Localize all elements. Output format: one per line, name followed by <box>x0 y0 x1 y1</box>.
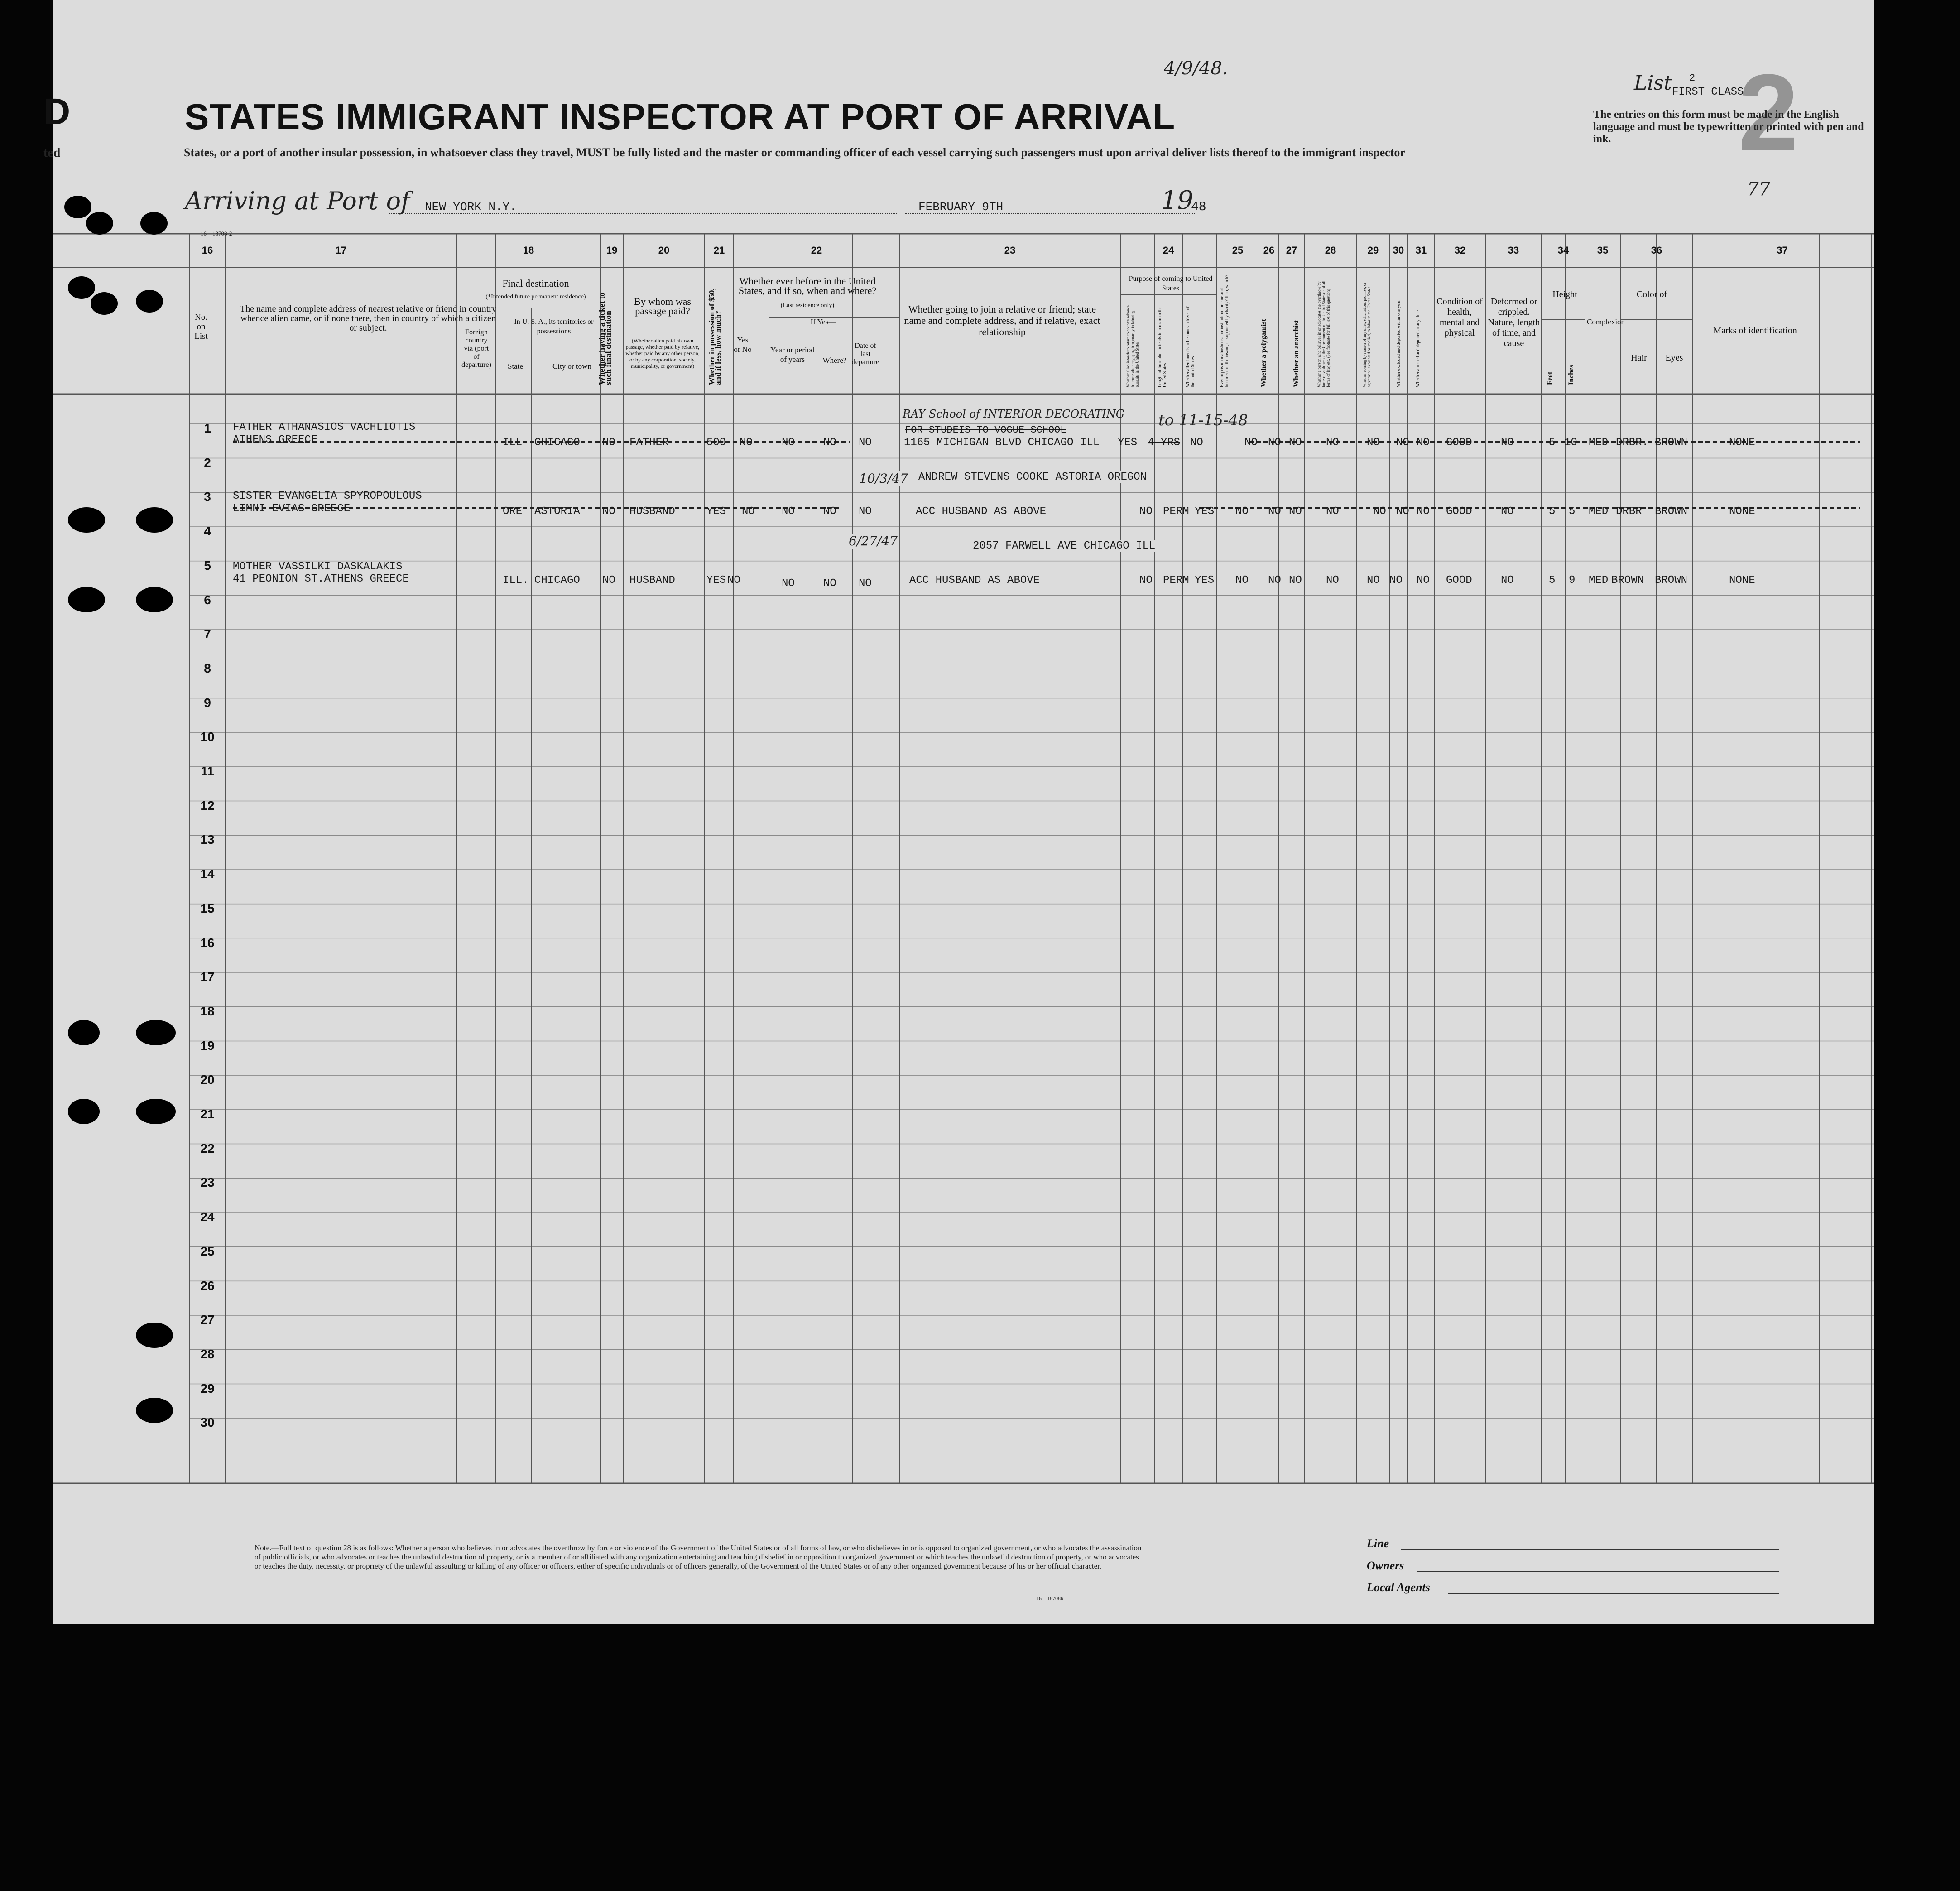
header-eyes: Eyes <box>1665 353 1683 363</box>
row1-feet: 5 <box>1549 437 1556 449</box>
header-color-of: Color of— <box>1636 289 1677 299</box>
row5-join: ACC HUSBAND AS ABOVE <box>909 574 1040 587</box>
header-if-yes: If Yes— <box>810 318 836 326</box>
header-health: Condition of health, mental and physical <box>1436 297 1483 338</box>
column-number: 35 <box>1597 245 1609 256</box>
edge-fragment-text: ted <box>43 146 61 160</box>
column-number: 32 <box>1454 245 1466 256</box>
row1-date-dep: NO <box>859 437 872 449</box>
binder-hole <box>136 1398 173 1423</box>
row3-feet: 5 <box>1549 505 1556 518</box>
row1-relative-line1: FATHER ATHANASIOS VACHLIOTIS <box>233 421 416 433</box>
row3-year: NO <box>782 505 795 518</box>
row-number: 6 <box>204 592 211 607</box>
row5-eyes: BROWN <box>1655 574 1688 587</box>
header-join-relative: Whether going to join a relative or friend; state name and complete address, and if relative, exact relationship <box>904 303 1100 337</box>
header-city: City or town <box>552 362 591 371</box>
column-number: 27 <box>1286 245 1297 256</box>
row-number: 21 <box>200 1107 215 1121</box>
row2-join: ANDREW STEVENS COOKE ASTORIA OREGON <box>916 471 1149 483</box>
row-number: 28 <box>200 1347 215 1361</box>
header-purpose-a: Whether alien intends to return to country whence he came after engaging temporarily in laboring pursuits in the United States <box>1126 305 1139 387</box>
header-final-destination-note: (*Intended future permanent residence) <box>485 294 586 300</box>
owners-label: Owners <box>1367 1559 1404 1572</box>
row1-eyes: BROWN <box>1655 437 1688 449</box>
year-suffix: 48 <box>1191 200 1206 214</box>
header-ever-before-note: (Last residence only) <box>780 302 835 309</box>
hand-date-row2: 10/3/47 <box>857 471 910 486</box>
row1-relative-line2: ATHENS GREECE <box>233 434 318 446</box>
row3-prison: NO <box>1235 505 1249 518</box>
column-number: 26 <box>1263 245 1275 256</box>
arriving-label: Arriving at Port of <box>185 187 410 215</box>
row5-q31: NO <box>1417 574 1430 587</box>
row1-q31: NO <box>1417 437 1430 449</box>
row-number: 29 <box>200 1381 215 1395</box>
manifest-sheet <box>43 0 1874 1624</box>
row-number: 4 <box>204 524 211 539</box>
row-number: 16 <box>200 935 215 950</box>
row5-q28: NO <box>1326 574 1339 587</box>
row5-state: ILL. <box>503 574 529 587</box>
row1-citizen: NO <box>1190 437 1203 449</box>
row3-date-dep: NO <box>859 505 872 518</box>
local-agents-field <box>1448 1593 1779 1594</box>
row1-city: CHICAGO <box>534 437 580 449</box>
row5-citizen: YES <box>1195 574 1215 587</box>
line-field <box>1401 1549 1779 1550</box>
row-number: 12 <box>200 798 215 813</box>
row3-citizen: YES <box>1195 505 1215 518</box>
header-q30: Whether excluded and deported within one year <box>1396 300 1401 387</box>
row-number: 15 <box>200 901 215 915</box>
row-number: 24 <box>200 1210 215 1224</box>
row5-polygamist: NO <box>1268 574 1281 587</box>
header-state: State <box>508 362 523 371</box>
row5-relative-line1: MOTHER VASSILKI DASKALAKIS <box>233 561 403 573</box>
row3-city: ASTORIA <box>534 505 580 518</box>
page-number-hand: 77 <box>1747 179 1770 200</box>
header-purpose-b: Length of time alien intends to remain in the United States <box>1158 306 1167 387</box>
row5-yes-no: NO <box>727 574 740 587</box>
row1-where: NO <box>823 437 836 449</box>
binder-hole <box>68 1020 100 1045</box>
hand-date-row1: to 11-15-48 <box>1158 411 1248 429</box>
column-number: 23 <box>1004 245 1016 256</box>
row5-deformed: NO <box>1501 574 1514 587</box>
form-subtitle: States, or a port of another insular possession, in whatsoever class they travel, MUST be fully listed and the master or commanding officer of each vessel carrying such passengers must upon arrival deliver lists thereof to the immigrant inspector <box>184 146 1405 159</box>
list-number: 2 <box>1689 72 1696 84</box>
row1-marks: NONE <box>1729 437 1755 449</box>
row-number: 26 <box>200 1278 215 1293</box>
list-label: List <box>1634 72 1672 95</box>
edge-fragment-letter: D <box>43 91 71 132</box>
row1-q30: NO <box>1396 437 1409 449</box>
row5-hair: BROWN <box>1611 574 1644 587</box>
passenger-class: FIRST CLASS <box>1672 86 1744 98</box>
row3-eyes: BROWN <box>1655 505 1688 518</box>
row5-inches: 9 <box>1569 574 1576 587</box>
binder-hole <box>68 507 105 533</box>
year-prefix: 19 <box>1161 186 1194 215</box>
binder-hole <box>136 1323 173 1348</box>
handwritten-date: 4/9/48. <box>1164 58 1228 79</box>
row1-q28: NO <box>1326 437 1339 449</box>
column-number: 18 <box>523 245 534 256</box>
header-inches: Inches <box>1567 365 1575 385</box>
row-number: 3 <box>204 490 211 504</box>
row-number: 1 <box>204 421 211 435</box>
header-hair: Hair <box>1631 353 1647 363</box>
row1-q29: NO <box>1367 437 1380 449</box>
row3-q30: NO <box>1396 505 1409 518</box>
row5-money: YES <box>706 574 726 587</box>
row3-deformed: NO <box>1501 505 1514 518</box>
row-number: 20 <box>200 1073 215 1087</box>
row1-state: ILL <box>503 437 523 449</box>
column-number: 34 <box>1557 245 1569 256</box>
row-number: 2 <box>204 455 211 470</box>
row-number: 17 <box>200 970 215 984</box>
form-grid <box>53 0 1874 1624</box>
row5-date-dep: NO <box>859 577 872 590</box>
row5-marks: NONE <box>1729 574 1755 587</box>
row1-deformed: NO <box>1501 437 1514 449</box>
header-prison: Ever in prison or almshouse, or institution for care and treatment of the insane, or supported by charity? If so, which? <box>1220 274 1230 387</box>
header-year-period: Year or period of years <box>770 346 815 364</box>
footnote-q28: Note.—Full text of question 28 is as follows: Whether a person who believes in or advocates the overthrow by force or violence of the Government of the United States or of all forms of law, or who disbelieves in or is opposed to organized government, or who advocates the assassination of public officials, or who advocates or teaches the unlawful destruction of property, or is a member of or affiliated with any organization entertaining and teaching disbelief in or opposition to organized government or which teaches the unlawful destruction of property, or who advocates or teaches the duty, necessity, or propriety of the unlawful assaulting or killing of any officer or officers, either of specific individuals or of officers generally, of the Government of the United States or of any other organized government because of his or her official character. <box>255 1544 1142 1570</box>
struck-annotation: FOR STUDEIS TO VOGUE SCHOOL <box>905 424 1066 436</box>
row-number: 18 <box>200 1004 215 1018</box>
header-no-on-list: No. on List <box>194 313 208 341</box>
row3-yes-no: NO <box>742 505 755 518</box>
header-marks: Marks of identification <box>1713 326 1797 336</box>
row-number: 25 <box>200 1244 215 1258</box>
column-number: 19 <box>606 245 618 256</box>
row1-length: 4 YRS <box>1148 437 1181 449</box>
form-number-top: 16—18708-2 <box>201 230 232 237</box>
binder-hole <box>64 196 91 218</box>
header-q29: Whether coming by reason of any offer, solicitation, promise, or agreement, expressed or implied, to labor in the United States <box>1362 282 1371 387</box>
binder-hole <box>136 1099 176 1124</box>
row-number: 7 <box>204 627 211 641</box>
row-number: 9 <box>204 695 211 710</box>
header-height: Height <box>1552 289 1577 299</box>
header-ticket: Whether having a ticket to such final destination <box>597 292 613 385</box>
row5-return: NO <box>1139 574 1153 587</box>
row1-polygamist: NO <box>1268 437 1281 449</box>
header-yes-or-no: Yes or No <box>734 336 752 354</box>
row1-yes-no: NO <box>740 437 753 449</box>
header-feet: Feet <box>1546 371 1554 385</box>
arrival-date: FEBRUARY 9TH <box>918 200 1004 214</box>
binder-hole <box>140 212 168 235</box>
header-in-usa: In U. S. A., its territories or possessions <box>514 318 594 335</box>
row5-feet: 5 <box>1549 574 1556 587</box>
binder-hole <box>91 292 118 315</box>
header-foreign-country: Foreign country via (port of departure) <box>461 328 491 369</box>
row1-return: YES <box>1118 437 1138 449</box>
row1-paid-by: FATHER <box>629 437 669 449</box>
column-number: 24 <box>1163 245 1174 256</box>
row5-paid-by: HUSBAND <box>629 574 675 587</box>
column-number: 22 <box>811 245 822 256</box>
binder-hole <box>86 212 113 235</box>
column-number: 25 <box>1232 245 1244 256</box>
header-complexion: Complexion <box>1587 318 1625 326</box>
row1-money: 500 <box>706 437 726 449</box>
row3-health: GOOD <box>1446 505 1472 518</box>
school-annotation: RAY School of INTERIOR DECORATING <box>903 408 1124 420</box>
row3-length: PERM <box>1163 505 1189 518</box>
row3-where: NO <box>823 505 836 518</box>
row3-return: NO <box>1139 505 1153 518</box>
row1-prison: NO <box>1244 437 1258 449</box>
row5-q30: NO <box>1389 574 1403 587</box>
row5-where: NO <box>823 577 836 590</box>
local-agents-label: Local Agents <box>1367 1581 1430 1594</box>
form-instructions: The entries on this form must be made in the English language and must be typewritten or printed with pen and ink. <box>1593 109 1864 145</box>
port-value: NEW-YORK N.Y. <box>425 200 517 214</box>
row5-complexion: MED <box>1589 574 1609 587</box>
column-number: 36 <box>1651 245 1662 256</box>
row3-inches: 5 <box>1569 505 1576 518</box>
header-deformed: Deformed or crippled. Nature, length of time, and cause <box>1488 297 1540 348</box>
row5-prison: NO <box>1235 574 1249 587</box>
row-number: 23 <box>200 1175 215 1190</box>
header-where: Where? <box>822 356 847 365</box>
header-passage-paid-note: (Whether alien paid his own passage, whether paid by relative, whether paid by any other person, or by any corporation, society, municipality, or government) <box>625 337 700 369</box>
column-number: 31 <box>1415 245 1427 256</box>
row-number: 30 <box>200 1415 215 1430</box>
column-number: 30 <box>1393 245 1404 256</box>
row5-anarchist: NO <box>1289 574 1302 587</box>
footer-form-code: 16—18708b <box>1036 1595 1063 1602</box>
binder-hole <box>136 290 163 313</box>
row1-ticket: NO <box>602 437 615 449</box>
row-number: 5 <box>204 558 211 573</box>
row1-hair: DRBR. <box>1616 437 1649 449</box>
header-q28: Whether a person who believes in or advocates the overthrow by force or violence of the Government of the United States or of all forms of law, etc. (See footnote for full text of this question) <box>1317 280 1331 387</box>
header-date-last-departure: Date of last departure <box>851 342 879 366</box>
binder-hole <box>68 276 95 299</box>
row1-health: GOOD <box>1446 437 1472 449</box>
column-number: 21 <box>713 245 725 256</box>
header-ever-before: Whether ever before in the United States, and if so, when and where? <box>738 275 877 296</box>
row5-year: NO <box>782 577 795 590</box>
row4-join: 2057 FARWELL AVE CHICAGO ILL <box>970 540 1158 552</box>
binder-hole <box>136 507 173 533</box>
row5-ticket: NO <box>602 574 615 587</box>
row3-q31: NO <box>1417 505 1430 518</box>
column-number: 37 <box>1777 245 1788 256</box>
row3-state: ORE <box>503 505 523 518</box>
row3-q29: NO <box>1373 505 1386 518</box>
row1-anarchist: NO <box>1289 437 1302 449</box>
row5-relative-line2: 41 PEONION ST.ATHENS GREECE <box>233 573 409 585</box>
column-number: 29 <box>1367 245 1379 256</box>
row3-hair: DRBR <box>1616 505 1642 518</box>
binder-hole <box>136 1020 176 1045</box>
line-label: Line <box>1367 1537 1389 1550</box>
row1-year: NO <box>782 437 795 449</box>
row-number: 22 <box>200 1141 215 1155</box>
binder-hole <box>68 587 105 612</box>
row3-ticket: NO <box>602 505 615 518</box>
binder-hole <box>136 587 173 612</box>
header-q31: Whether arrested and deported at any time <box>1416 310 1421 387</box>
row-number: 8 <box>204 661 211 675</box>
row3-polygamist: NO <box>1268 505 1281 518</box>
column-number: 20 <box>658 245 670 256</box>
row1-inches: 10 <box>1564 437 1577 449</box>
binder-hole <box>68 1099 100 1124</box>
row1-join: 1165 MICHIGAN BLVD CHICAGO ILL <box>904 437 1100 449</box>
hand-date-row4: 6/27/47 <box>847 534 899 549</box>
column-number: 16 <box>202 245 213 256</box>
row3-complexion: MED <box>1589 505 1609 518</box>
row1-complexion: MED <box>1589 437 1609 449</box>
row-number: 10 <box>200 730 215 744</box>
row-number: 14 <box>200 867 215 881</box>
row-number: 27 <box>200 1313 215 1327</box>
sheet-number: 2 <box>1738 52 1799 173</box>
header-anarchist: Whether an anarchist <box>1292 320 1300 387</box>
header-final-destination: Final destination <box>502 278 569 289</box>
header-purpose: Purpose of coming to United States <box>1129 275 1213 292</box>
row3-marks: NONE <box>1729 505 1755 518</box>
row-number: 13 <box>200 832 215 847</box>
column-number: 33 <box>1508 245 1519 256</box>
row3-join: ACC HUSBAND AS ABOVE <box>916 505 1047 518</box>
header-nearest-relative: The name and complete address of nearest relative or friend in country whence alien came, or if none there, then in country of which a citizen or subject. <box>240 304 496 333</box>
row-number: 19 <box>200 1038 215 1053</box>
header-passage-paid: By whom was passage paid? <box>634 296 691 317</box>
row3-q28: NO <box>1326 505 1339 518</box>
form-title: STATES IMMIGRANT INSPECTOR AT PORT OF ARRIVAL <box>185 96 1176 137</box>
row-number: 11 <box>201 764 214 778</box>
row3-relative-line2: LIMNI EVIAS GREECE <box>233 503 351 515</box>
row3-relative-line1: SISTER EVANGELIA SPYROPOULOUS <box>233 490 422 502</box>
row3-money: YES <box>706 505 726 518</box>
row5-length: PERM <box>1163 574 1189 587</box>
row5-city: CHICAGO <box>534 574 580 587</box>
row3-anarchist: NO <box>1289 505 1302 518</box>
header-purpose-c: Whether alien intends to become a citizen of the United States <box>1186 306 1196 387</box>
column-number: 28 <box>1325 245 1336 256</box>
column-number: 17 <box>335 245 347 256</box>
header-polygamist: Whether a polygamist <box>1260 319 1268 387</box>
header-possession-50: Whether in possession of $50, and if less, how much? <box>707 288 722 385</box>
row5-q29: NO <box>1367 574 1380 587</box>
owners-field <box>1417 1571 1779 1572</box>
row5-health: GOOD <box>1446 574 1472 587</box>
row3-paid-by: HUSBAND <box>629 505 675 518</box>
